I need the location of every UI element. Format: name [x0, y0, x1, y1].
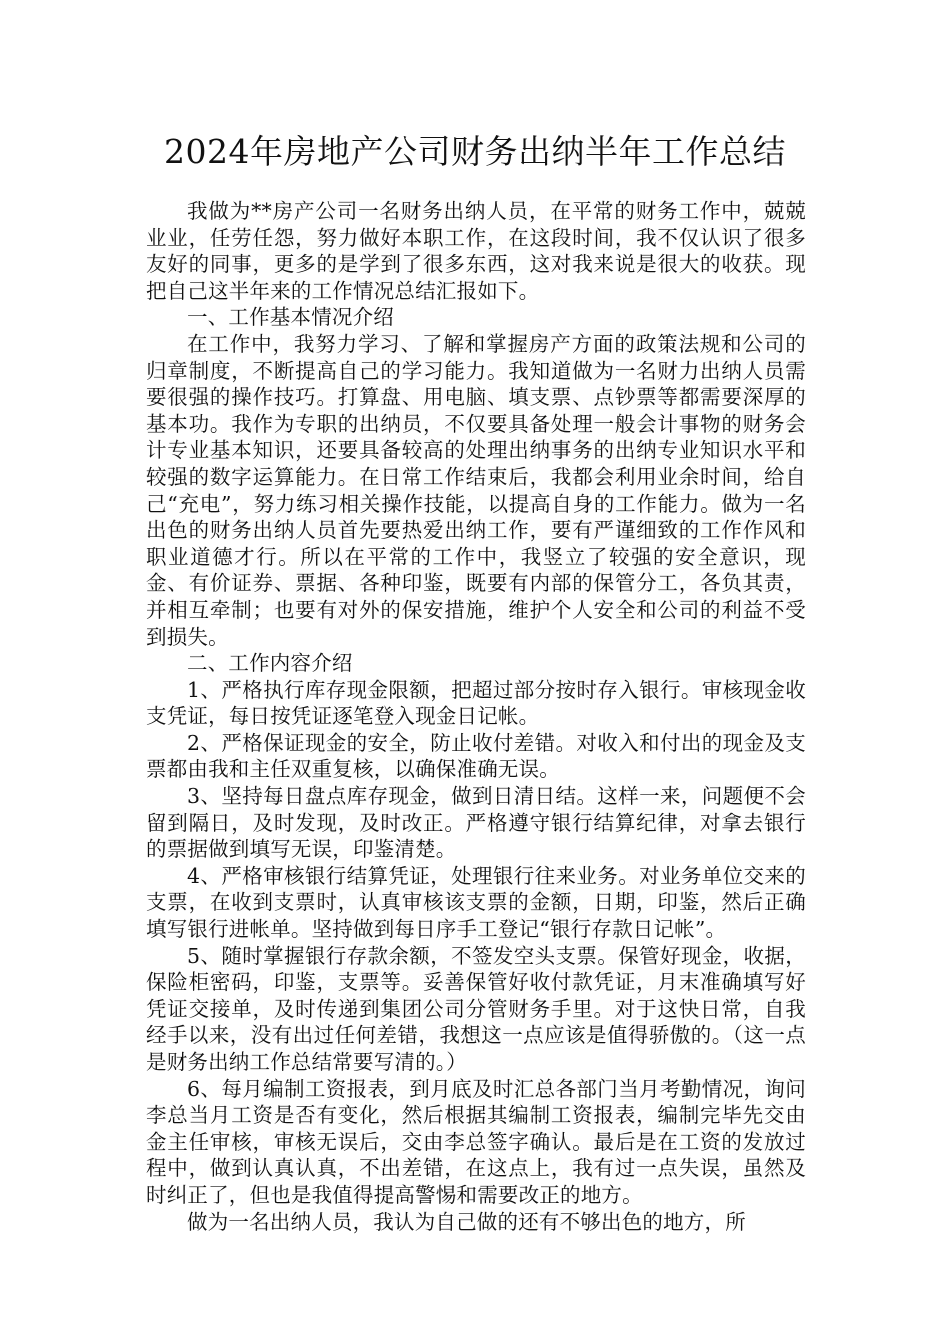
work-item-4: 4、严格审核银行结算凭证，处理银行往来业务。对业务单位交来的支票，在收到支票时，认真审核该支票的金额，日期，印鉴，然后正确填写银行进帐单。坚持做到每日序手工登记“银行存款日记帐”。 [146, 863, 806, 942]
work-item-6: 6、每月编制工资报表，到月底及时汇总各部门当月考勤情况，询问李总当月工资是否有变化，然后根据其编制工资报表，编制完毕先交由金主任审核，审核无误后，交由李总签字确认。最后是在工资的发放过程中，做到认真认真，不出差错，在这点上，我有过一点失误，虽然及时纠正了，但也是我值得提高警惕和需要改正的地方。 [146, 1076, 806, 1207]
section-heading-work-content: 二、工作内容介绍 [187, 651, 353, 676]
closing-paragraph-partial: 做为一名出纳人员，我认为自己做的还有不够出色的地方，所 [187, 1209, 746, 1234]
work-item-5: 5、随时掌握银行存款余额，不签发空头支票。保管好现金，收据，保险柜密码，印鉴，支票等。妥善保管好收付款凭证，月末准确填写好凭证交接单，及时传递到集团公司分管财务手里。对于这快日常，自我经手以来，没有出过任何差错，我想这一点应该是值得骄傲的。（这一点是财务出纳工作总结常要写清的。） [146, 943, 806, 1074]
work-item-1: 1、严格执行库存现金限额，把超过部分按时存入银行。审核现金收支凭证，每日按凭证逐笔登入现金日记帐。 [146, 677, 806, 729]
basic-situation-paragraph: 在工作中，我努力学习、了解和掌握房产方面的政策法规和公司的归章制度，不断提高自己的学习能力。我知道做为一名财力出纳人员需要很强的操作技巧。打算盘、用电脑、填支票、点钞票等都需要深厚的基本功。我作为专职的出纳员，不仅要具备处理一般会计事物的财务会计专业基本知识，还要具备较高的处理出纳事务的出纳专业知识水平和较强的数字运算能力。在日常工作结束后，我都会利用业余时间，给自己“充电”，努力练习相关操作技能，以提高自身的工作能力。做为一名出色的财务出纳人员首先要热爱出纳工作，要有严谨细致的工作作风和职业道德才行。所以在平常的工作中，我竖立了较强的安全意识，现金、有价证券、票据、各种印鉴，既要有内部的保管分工，各负其责，并相互牵制；也要有对外的保安措施，维护个人安全和公司的利益不受到损失。 [146, 331, 806, 649]
work-item-3: 3、坚持每日盘点库存现金，做到日清日结。这样一来，问题便不会留到隔日，及时发现，及时改正。严格遵守银行结算纪律，对拿去银行的票据做到填写无误，印鉴清楚。 [146, 784, 806, 862]
section-heading-basic-situation: 一、工作基本情况介绍 [187, 305, 394, 330]
intro-paragraph: 我做为**房产公司一名财务出纳人员，在平常的财务工作中，兢兢业业，任劳任怨，努力做好本职工作，在这段时间，我不仅认识了很多友好的同事，更多的是学到了很多东西，这对我来说是很大的收获。现把自己这半年来的工作情况总结汇报如下。 [146, 199, 806, 303]
document-title: 2024年房地产公司财务出纳半年工作总结 [164, 132, 786, 171]
work-item-2: 2、严格保证现金的安全，防止收付差错。对收入和付出的现金及支票都由我和主任双重复核，以确保准确无误。 [146, 730, 806, 782]
document-body [146, 198, 806, 1235]
